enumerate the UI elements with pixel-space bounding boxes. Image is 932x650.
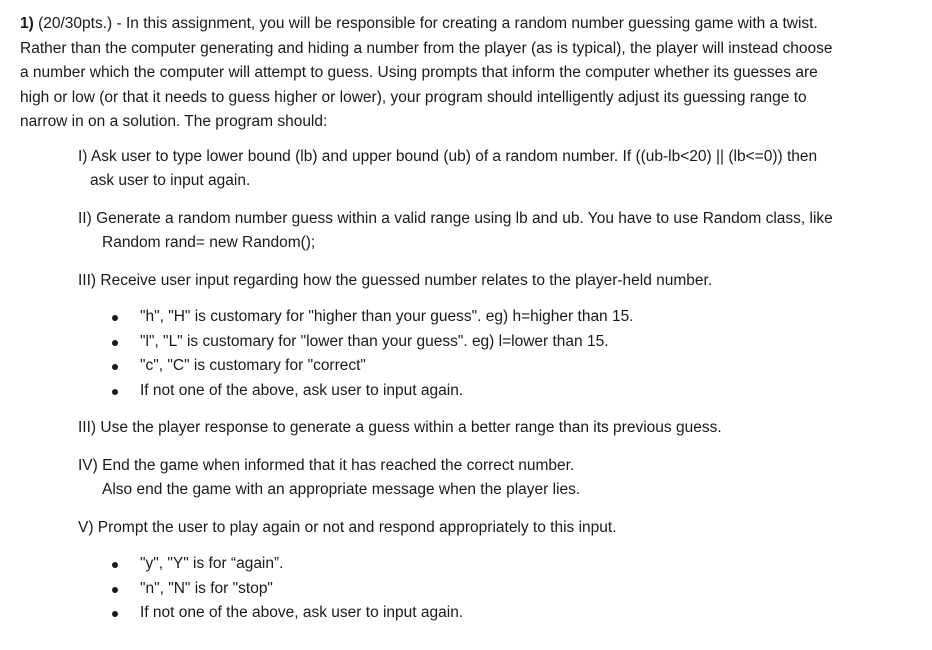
list-item bbox=[20, 552, 908, 577]
list-item bbox=[20, 577, 908, 602]
step-6 bbox=[20, 516, 908, 626]
list-item-text: "l", "L" is customary for "lower than your guess". eg) l=lower than 15. bbox=[140, 332, 609, 350]
bullet-dot-icon bbox=[112, 315, 118, 321]
step-3-line-1: III) Receive user input regarding how the guessed number relates to the player-held number. bbox=[78, 271, 713, 289]
bullet-dot-icon bbox=[112, 340, 118, 346]
step-1 bbox=[20, 145, 908, 194]
step-5 bbox=[20, 454, 908, 503]
step-4-line-1: III) Use the player response to generate a guess within a better range than its previous guess. bbox=[78, 419, 722, 436]
bullet-dot-icon bbox=[112, 611, 118, 617]
step-5-line-2: Also end the game with an appropriate message when the player lies. bbox=[102, 481, 581, 498]
list-item bbox=[20, 354, 908, 379]
step-6-bullet-list bbox=[20, 552, 908, 626]
list-item-text: "y", "Y" is for “again”. bbox=[140, 555, 284, 572]
step-1-line-1: I) Ask user to type lower bound (lb) and upper bound (ub) of a random number. If ((ub-lb<20) || (lb<=0)) then bbox=[78, 147, 818, 165]
intro-text-1: (20/30pts.) - In this assignment, you will be responsible for creating a random number guessing game with a twist. bbox=[33, 15, 818, 32]
bullet-dot-icon bbox=[112, 389, 118, 395]
step-1-line-2: ask user to input again. bbox=[90, 172, 251, 189]
step-5-line-1: IV) End the game when informed that it has reached the correct number. bbox=[78, 456, 575, 474]
list-item-text: "n", "N" is for "stop" bbox=[140, 579, 273, 597]
bullet-dot-icon bbox=[112, 562, 118, 568]
bullet-dot-icon bbox=[112, 364, 118, 370]
step-2 bbox=[20, 207, 908, 256]
question-number: 1) bbox=[20, 15, 34, 32]
intro-line-5: narrow in on a solution. The program should: bbox=[20, 113, 328, 130]
assignment-intro bbox=[20, 12, 908, 135]
list-item-text: "c", "C" is customary for "correct" bbox=[140, 357, 366, 374]
list-item bbox=[20, 379, 908, 404]
list-item-text: "h", "H" is customary for "higher than your guess". eg) h=higher than 15. bbox=[140, 308, 634, 325]
bullet-dot-icon bbox=[112, 587, 118, 593]
list-item bbox=[20, 601, 908, 626]
step-4 bbox=[20, 416, 908, 441]
intro-line-2: Rather than the computer generating and hiding a number from the player (as is typical), the player will instead choose bbox=[20, 39, 833, 57]
step-2-line-2: Random rand= new Random(); bbox=[102, 234, 316, 251]
list-item bbox=[20, 305, 908, 330]
intro-line-1 bbox=[20, 12, 908, 37]
step-6-line-1: V) Prompt the user to play again or not and respond appropriately to this input. bbox=[78, 518, 617, 536]
intro-line-3: a number which the computer will attempt to guess. Using prompts that inform the computer whether its guesses are bbox=[20, 64, 818, 81]
list-item-text: If not one of the above, ask user to input again. bbox=[140, 381, 464, 399]
list-item bbox=[20, 330, 908, 355]
step-3 bbox=[20, 269, 908, 404]
list-item-text: If not one of the above, ask user to input again. bbox=[140, 604, 464, 621]
step-3-bullet-list bbox=[20, 305, 908, 403]
intro-line-4: high or low (or that it needs to guess higher or lower), your program should intelligently adjust its guessing range to bbox=[20, 88, 807, 106]
step-2-line-1: II) Generate a random number guess within a valid range using lb and ub. You have to use Random class, like bbox=[78, 209, 833, 227]
